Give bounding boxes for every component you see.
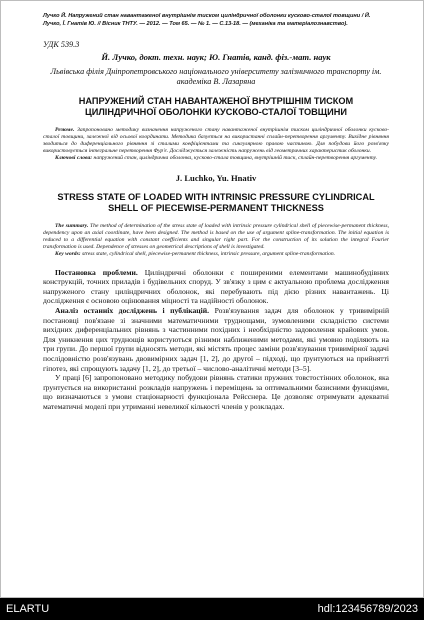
authors-en: J. Luchko, Yu. Hnativ xyxy=(175,172,257,183)
keywords-uk-text: напружений стан, циліндрична оболонка, кусково-стала товщина, внутрішній тиск, сплайн-перетворення аргументу. xyxy=(93,155,378,162)
abstract-uk-label: Резюме. xyxy=(55,126,75,133)
body-paragraph-1 xyxy=(43,268,389,306)
body-p2-text: Розв'язування задач для оболонок у тривимірній постановці пов'язане зі значними математичними труднощами, зумовленими складністю системи вихідних диференціальних рівнянь з частинними похідних і необхідністю задоволення крайових умов. Для уникнення цих труднощів користуються різними наближеними методами, які умовно поділяють на три групи. До першої групи відносять методи, які містять процес заміни розв'язування тривимірної задачі послідовністю розв'язувань двовимірних задач [1, 2], до другої – підході, що ґрунтуються на прийнятті гіпотез, які спрощують задачу [1, 2], до третьої – числово-аналітичні методи [3–5]. xyxy=(43,306,390,373)
body-p1-label: Постановка проблеми. xyxy=(55,267,138,277)
body-paragraph-3: У праці [6] запропоновано методику побудови рівнянь статики пружних товстостінних оболонок, яка ґрунтується на використанні розкладів напружень і переміщень за оптимальними базисними функціями, що визначаються з умови стаціонарності функціонала Рейсснера. Це дозволяє отримувати адекватні математичні моделі при утриманні невеликої кількості членів у розкладах. xyxy=(43,373,389,411)
abstract-en-text: The method of determination of the stress state of loaded with intrinsic pressure cylindrical shell of piecewise-permanent thickness, dependency upon an axial coordinate, have been designed. The method is based on the use of argument spline-transformation. The initial equation is reduced to a differential equation with constant coefficients and singular right part. For the construction of its solution the integral Fourier transformation is used. Dependence of stresses on geometrical descriptions of shell is investigated. xyxy=(43,222,389,251)
document-page xyxy=(43,7,389,591)
abstract-uk xyxy=(43,127,389,156)
footer-repository-name: ELARTU xyxy=(6,603,50,615)
authors-uk: Й. Лучко, докт. техн. наук; Ю. Гнатів, канд. фіз.-мат. наук xyxy=(101,51,331,62)
udc-code: УДК 539.3 xyxy=(43,39,80,49)
keywords-en xyxy=(43,251,389,258)
title-uk: НАПРУЖЕНИЙ СТАН НАВАНТАЖЕНОЇ ВНУТРІШНІМ ТИСКОМ ЦИЛІНДРИЧНОЇ ОБОЛОНКИ КУСКОВО-СТАЛОЇ ТОВЩИНИ xyxy=(78,95,354,118)
abstract-en-label: The summary. xyxy=(55,222,89,229)
body-p2-label: Аналіз останніх досліджень і публікацій. xyxy=(55,306,210,315)
title-en: STRESS STATE OF LOADED WITH INTRINSIC PRESSURE CYLINDRICAL SHELL OF PIECEWISE-PERMANENT THICKNESS xyxy=(57,191,375,214)
keywords-en-label: Key words: xyxy=(55,251,81,258)
abstract-en xyxy=(43,223,389,252)
keywords-en-text: stress state, cylindrical shell, piecewise-permanent thickness, intrinsic pressure, argument spline-transformation. xyxy=(82,251,336,258)
repository-footer xyxy=(0,598,424,620)
affiliation-uk: Львівська філія Дніпропетровського національного університету залізничного транспорту ім. академіка В. Лазаряна xyxy=(50,66,382,86)
body-paragraph-2 xyxy=(43,306,389,373)
footer-handle: hdl:123456789/2023 xyxy=(317,603,418,615)
citation-header: Лучко Й. Напружений стан навантаженої внутрішнім тиском циліндричної оболонки кусково-сталої товщини / Й. Лучко, Ї. Гнатів Ю. // Вісник ТНТУ. — 2012. — Том 65. — № 1. — С.13-18. — (механіка та матеріалознавство). xyxy=(43,13,371,27)
keywords-uk-label: Ключові слова: xyxy=(55,155,93,162)
body-p1-text: Циліндричні оболонки є поширеними елементами машинобудівних конструкцій, точних приладів і будівельних споруд. У зв'язку з цим є актуальною проблема дослідження напруженого стану циліндричних оболонок, які перебувають під дією різних навантажень. Ці дослідження є основою оцінювання міцності та надійності оболонок. xyxy=(43,267,389,306)
abstract-uk-text: Запропоновано методику визначення напруженого стану навантаженої внутрішнім тиском циліндричної оболонки кусково-сталої товщини, залежної від осьової координати. Методика базується на використанні сплайн-перетворення аргументу. Вихідне рівняння зводиться до диференціального рівняння зі сталими коефіцієнтами та сингулярною правою частиною. Для побудови його розв'язку використовується інтегральне перетворення Фур'є. Досліджується залежність напружень від геометричних характеристик оболонки. xyxy=(43,126,389,155)
keywords-uk xyxy=(43,155,389,162)
